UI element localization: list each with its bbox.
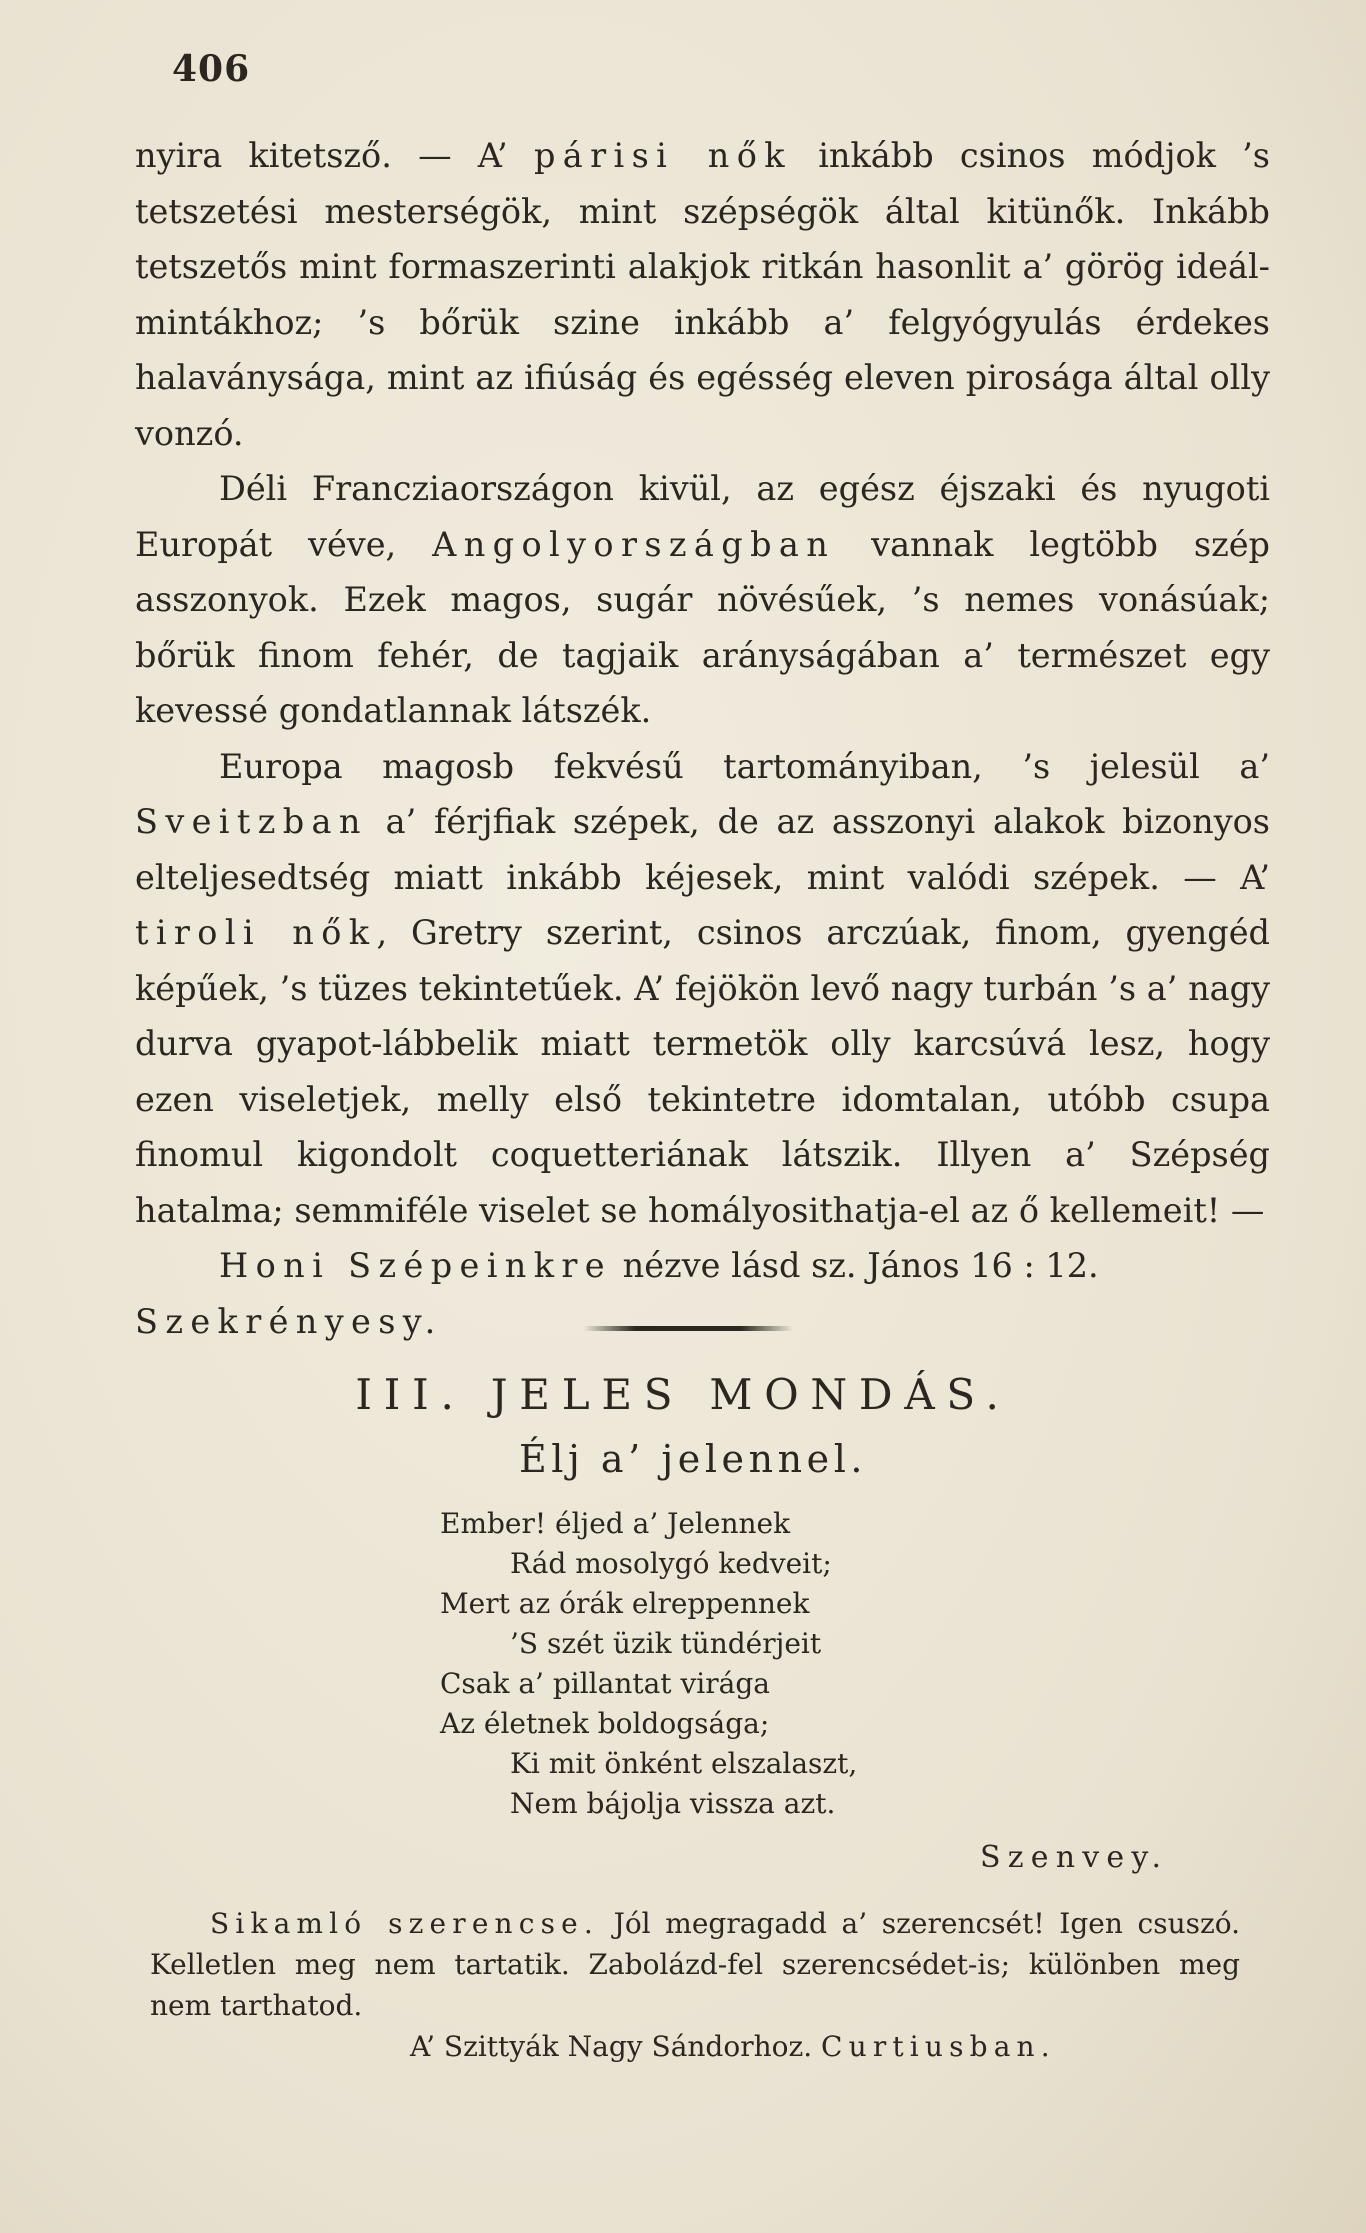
spaced-emphasis: Angolyországban bbox=[432, 524, 836, 564]
paragraph-2: Déli Francziaországon kivül, az egész éjszaki és nyugoti Europát véve, Angolyországban vannak legtöbb szép asszonyok. Ezek magos, sugár növésűek, ’s nemes vonásúak; bőrük finom fehér, de tagjaik arányságában a’ természet egy kevessé gondatlannak látszék. bbox=[135, 469, 1270, 730]
spaced-emphasis: Sveitzban bbox=[135, 802, 368, 841]
poem-title: Élj a’ jelennel. bbox=[518, 1437, 868, 1481]
saying-block bbox=[150, 1903, 1240, 2067]
section-heading: III. JELES MONDÁS. bbox=[355, 1370, 1011, 1419]
poem-author: Szenvey. bbox=[980, 1840, 1169, 1875]
poem-line: Nem bájolja vissza azt. bbox=[510, 1787, 836, 1820]
page-number: 406 bbox=[172, 48, 251, 90]
poem bbox=[440, 1504, 1200, 1824]
poem-line: Ki mit önként elszalaszt, bbox=[510, 1747, 858, 1780]
poem-line: Csak a’ pillantat virága bbox=[440, 1667, 770, 1700]
poem-line: Mert az órák elreppennek bbox=[440, 1587, 810, 1620]
spaced-emphasis: Honi Szépeinkre bbox=[219, 1246, 612, 1285]
paragraph-1: nyira kitetsző. — A’ párisi nők inkább csinos módjok ’s tetszetési mesterségök, mint szépségök által kitünők. Inkább tetszetős mint formaszerinti alakjok ritkán hasonlit a’ görög ideál-mintákhoz; ’s bőrük szine inkább a’ felgyógyulás érdekes halaványsága, mint az ifiúság és egésség eleven pirosága által olly vonzó. bbox=[135, 136, 1270, 453]
saying-attribution: A’ Szittyák Nagy Sándorhoz. Curtiusban. bbox=[410, 2030, 1056, 2063]
paragraph-4: Honi Szépeinkre nézve lásd sz. János 16 : 12. bbox=[219, 1246, 1099, 1285]
paragraph-3: Europa magosb fekvésű tartományiban, ’s jelesül a’ Sveitzban a’ férjfiak szépek, de az asszonyi alakok bizonyos elteljesedtség miatt inkább kéjesek, mint valódi szépek. — A’ tiroli nők, Gretry szerint, csinos arczúak, finom, gyengéd képűek, ’s tüzes tekintetűek. A’ fejökön levő nagy turbán ’s a’ nagy durva gyapot-lábbelik miatt termetök olly karcsúvá lesz, hogy ezen viseletjek, melly első tekintetre idomtalan, utóbb csupa finomul kigondolt coquetteriának látszik. Illyen a’ Szépség hatalma; semmiféle viselet se homályosithatja-el az ő kellemeit! — bbox=[135, 746, 1271, 1230]
signature-szekrenyesy: Szekrényesy. bbox=[135, 1301, 443, 1341]
spaced-emphasis: tiroli nők bbox=[135, 913, 377, 952]
source-curtius: Curtiusban. bbox=[821, 2030, 1056, 2063]
saying-text: Sikamló szerencse. Jól megragadd a’ szerencsét! Igen csuszó. Kelletlen meg nem tartatik. Zabolázd-fel szerencsédet-is; különben meg nem tarthatod. bbox=[150, 1907, 1240, 2022]
poem-line: Rád mosolygó kedveit; bbox=[510, 1547, 832, 1580]
spaced-emphasis: párisi nők bbox=[533, 136, 792, 175]
poem-line: Az életnek boldogsága; bbox=[440, 1707, 770, 1740]
saying-lead: Sikamló szerencse. bbox=[210, 1907, 599, 1940]
body-text bbox=[135, 128, 1270, 1349]
poem-line: ’S szét üzik tündérjeit bbox=[510, 1627, 822, 1660]
section-divider bbox=[583, 1326, 793, 1331]
poem-line: Ember! éljed a’ Jelennek bbox=[440, 1507, 791, 1540]
